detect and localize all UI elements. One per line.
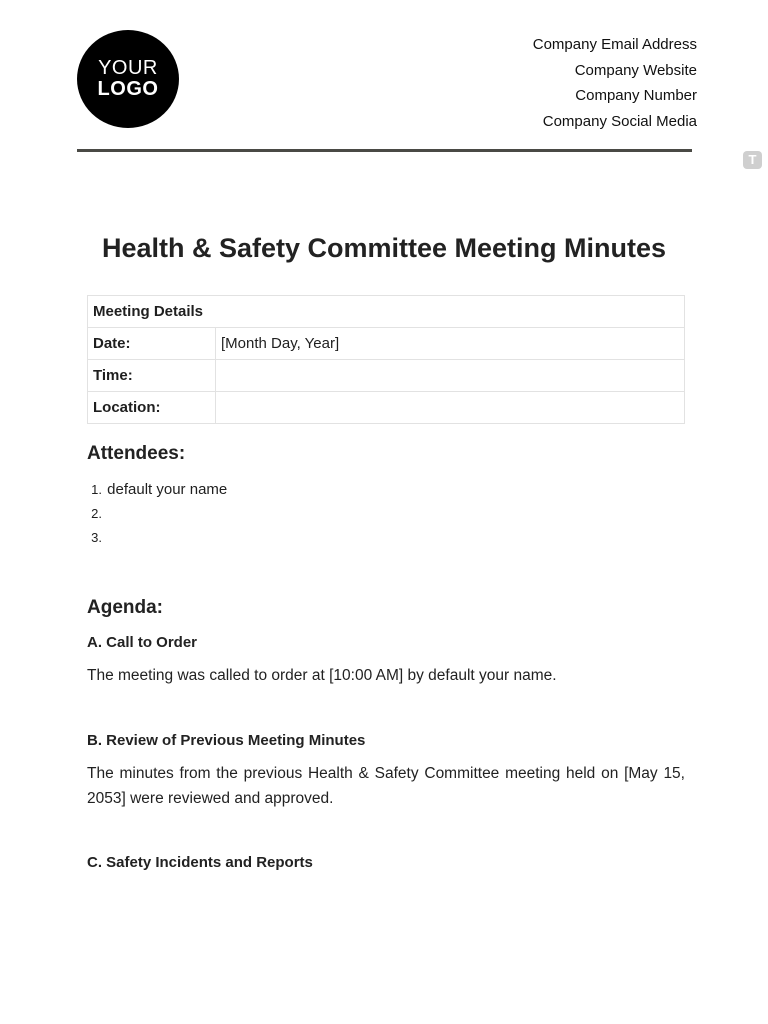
agenda-section-title: C. Safety Incidents and Reports: [87, 854, 313, 871]
list-item: [87, 504, 227, 528]
list-item: [87, 480, 227, 504]
table-row: [88, 360, 685, 392]
attendee-name: default your name: [107, 481, 228, 498]
meeting-details-header: Meeting Details: [88, 296, 685, 328]
table-row: [88, 328, 685, 360]
list-number: 3.: [91, 530, 102, 545]
time-label: Time:: [88, 360, 216, 392]
agenda-section-title: B. Review of Previous Meeting Minutes: [87, 732, 366, 749]
attendees-list: [87, 480, 227, 552]
company-number: Company Number: [575, 87, 697, 104]
agenda-section-title: A. Call to Order: [87, 634, 198, 651]
location-label: Location:: [88, 392, 216, 424]
text-tool-icon[interactable]: T: [743, 151, 762, 169]
location-value: [216, 392, 685, 424]
document-title: Health & Safety Committee Meeting Minutes: [101, 233, 667, 263]
logo-line-2: LOGO: [97, 78, 159, 100]
table-header-row: [88, 296, 685, 328]
company-website: Company Website: [574, 61, 697, 79]
date-label: Date:: [88, 328, 216, 360]
list-item: [87, 528, 227, 552]
table-row: [88, 392, 685, 424]
agenda-section-text: The minutes from the previous Health & Safety Committee meeting held on [May 15, 2053] were reviewed and approved.: [87, 765, 685, 807]
company-logo: [77, 30, 179, 128]
company-contact-block: [533, 32, 697, 134]
logo-line-1: YOUR: [98, 57, 158, 79]
attendees-heading: Attendees:: [87, 443, 186, 464]
list-number: 1.: [91, 482, 102, 497]
agenda-heading: Agenda:: [87, 597, 163, 618]
header-divider: [77, 149, 692, 152]
agenda-section-text: The meeting was called to order at [10:00 AM] by default your name.: [87, 667, 557, 684]
company-email: Company Email Address: [532, 36, 697, 53]
company-social-media: Company Social Media: [542, 112, 697, 130]
list-number: 2.: [91, 506, 102, 521]
date-value: [Month Day, Year]: [216, 328, 685, 360]
time-value: [216, 360, 685, 392]
meeting-details-table: [87, 295, 685, 424]
